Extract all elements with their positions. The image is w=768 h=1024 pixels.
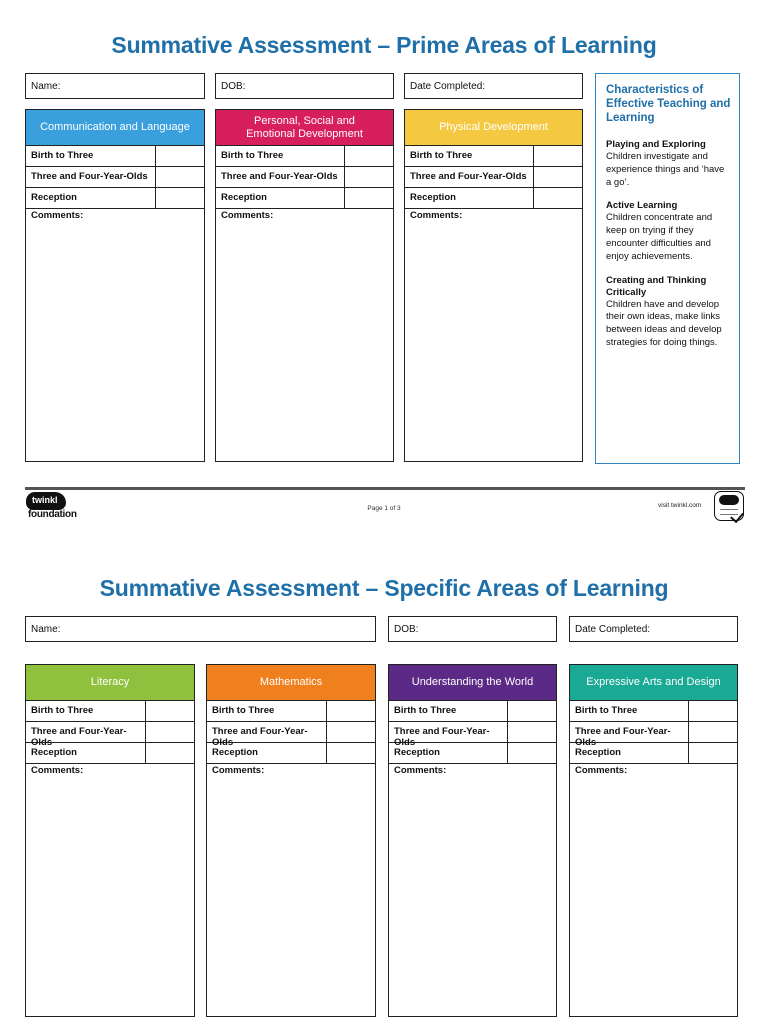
area-panel (404, 109, 583, 462)
cet-heading: Playing and Exploring (606, 139, 706, 150)
assessment-row (405, 167, 582, 188)
row-label: Three and Four-Year-Olds (26, 722, 146, 742)
dob-field[interactable]: DOB: (215, 73, 394, 99)
area-panel-title: Personal, Social and Emotional Development (216, 110, 393, 146)
row-label: Reception (405, 188, 534, 208)
area-panel (569, 664, 738, 1017)
assessment-entry-box[interactable] (327, 743, 375, 763)
assessment-entry-box[interactable] (534, 167, 582, 187)
assessment-row (207, 701, 375, 722)
cloud-icon (719, 495, 739, 505)
row-label: Reception (216, 188, 345, 208)
page-title-specific: Summative Assessment – Specific Areas of Learning (99, 575, 669, 601)
row-label: Three and Four-Year-Olds (570, 722, 689, 742)
assessment-entry-box[interactable] (345, 188, 393, 208)
assessment-row (570, 701, 737, 722)
row-label: Three and Four-Year-Olds (216, 167, 345, 187)
row-label: Birth to Three (570, 701, 689, 721)
assessment-row (389, 743, 556, 764)
date-completed-field[interactable]: Date Completed: (569, 616, 738, 642)
assessment-entry-box[interactable] (146, 722, 194, 742)
visit-link[interactable]: visit twinkl.com (658, 502, 702, 509)
assessment-entry-box[interactable] (156, 167, 204, 187)
assessment-row (570, 722, 737, 748)
assessment-row (207, 722, 375, 748)
assessment-entry-box[interactable] (534, 188, 582, 208)
area-panel-title: Communication and Language (26, 110, 204, 146)
assessment-entry-box[interactable] (146, 701, 194, 721)
assessment-row (26, 146, 204, 167)
assessment-entry-box[interactable] (156, 146, 204, 166)
row-label: Birth to Three (216, 146, 345, 166)
name-field[interactable]: Name: (25, 616, 376, 642)
area-panel-title: Expressive Arts and Design (570, 665, 737, 701)
assessment-row (26, 743, 194, 764)
row-label: Three and Four-Year-Olds (389, 722, 508, 742)
area-panel (25, 664, 195, 1017)
comments-area[interactable]: Comments: (31, 210, 84, 221)
comments-area[interactable]: Comments: (221, 210, 274, 221)
assessment-entry-box[interactable] (689, 701, 737, 721)
row-label: Birth to Three (26, 146, 156, 166)
row-label: Reception (389, 743, 508, 763)
row-label: Three and Four-Year-Olds (207, 722, 327, 742)
characteristics-title: Characteristics of Effective Teaching and Learning (606, 84, 731, 124)
page-number: Page 1 of 3 (367, 505, 401, 512)
area-panel-title: Literacy (26, 665, 194, 701)
assessment-row (216, 146, 393, 167)
assessment-entry-box[interactable] (689, 743, 737, 763)
assessment-row (216, 167, 393, 188)
row-label: Birth to Three (405, 146, 534, 166)
assessment-row (26, 722, 194, 748)
comments-area[interactable]: Comments: (212, 765, 265, 776)
checked-badge-icon (714, 491, 744, 521)
cet-heading: Creating and Thinking Critically (606, 274, 707, 298)
row-label: Reception (207, 743, 327, 763)
assessment-entry-box[interactable] (345, 146, 393, 166)
assessment-entry-box[interactable] (508, 743, 556, 763)
assessment-row (207, 743, 375, 764)
assessment-row (389, 722, 556, 748)
area-panel-title: Mathematics (207, 665, 375, 701)
logo-word: twinkl (32, 495, 58, 505)
assessment-row (216, 188, 393, 209)
comments-area[interactable]: Comments: (575, 765, 628, 776)
dob-field[interactable]: DOB: (388, 616, 557, 642)
assessment-row (26, 188, 204, 209)
assessment-entry-box[interactable] (345, 167, 393, 187)
assessment-row (26, 167, 204, 188)
page-title-prime: Summative Assessment – Prime Areas of Learning (111, 32, 657, 58)
cet-heading: Active Learning (606, 200, 678, 212)
row-label: Reception (26, 188, 156, 208)
row-label: Birth to Three (389, 701, 508, 721)
comments-area[interactable]: Comments: (410, 210, 463, 221)
cet-text: Children investigate and experience things and ‘have a go’. (606, 151, 725, 188)
date-completed-field[interactable]: Date Completed: (404, 73, 583, 99)
area-panel (25, 109, 205, 462)
row-label: Reception (570, 743, 689, 763)
row-label: Birth to Three (26, 701, 146, 721)
assessment-row (389, 701, 556, 722)
footer-divider (25, 487, 745, 490)
assessment-entry-box[interactable] (508, 701, 556, 721)
area-panel-title: Physical Development (405, 110, 582, 146)
assessment-row (570, 743, 737, 764)
area-panel-title: Understanding the World (389, 665, 556, 701)
assessment-entry-box[interactable] (689, 722, 737, 742)
assessment-row (405, 146, 582, 167)
assessment-row (405, 188, 582, 209)
area-panel (388, 664, 557, 1017)
row-label: Three and Four-Year-Olds (405, 167, 534, 187)
assessment-entry-box[interactable] (327, 722, 375, 742)
row-label: Birth to Three (207, 701, 327, 721)
comments-area[interactable]: Comments: (394, 765, 447, 776)
cet-text: Children have and develop their own ideas, make links between ideas and develop strategies for doing things. (606, 298, 722, 348)
assessment-entry-box[interactable] (508, 722, 556, 742)
name-field[interactable]: Name: (25, 73, 205, 99)
row-label: Three and Four-Year-Olds (26, 167, 156, 187)
area-panel (215, 109, 394, 462)
area-panel (206, 664, 376, 1017)
cet-text: Children concentrate and keep on trying if they encounter difficulties and enjoy achievements. (606, 212, 713, 262)
assessment-row (26, 701, 194, 722)
logo-sub: foundation (28, 509, 77, 520)
assessment-entry-box[interactable] (156, 188, 204, 208)
assessment-entry-box[interactable] (146, 743, 194, 763)
row-label: Reception (26, 743, 146, 763)
comments-area[interactable]: Comments: (31, 765, 84, 776)
assessment-entry-box[interactable] (327, 701, 375, 721)
characteristics-box (595, 73, 740, 464)
assessment-entry-box[interactable] (534, 146, 582, 166)
